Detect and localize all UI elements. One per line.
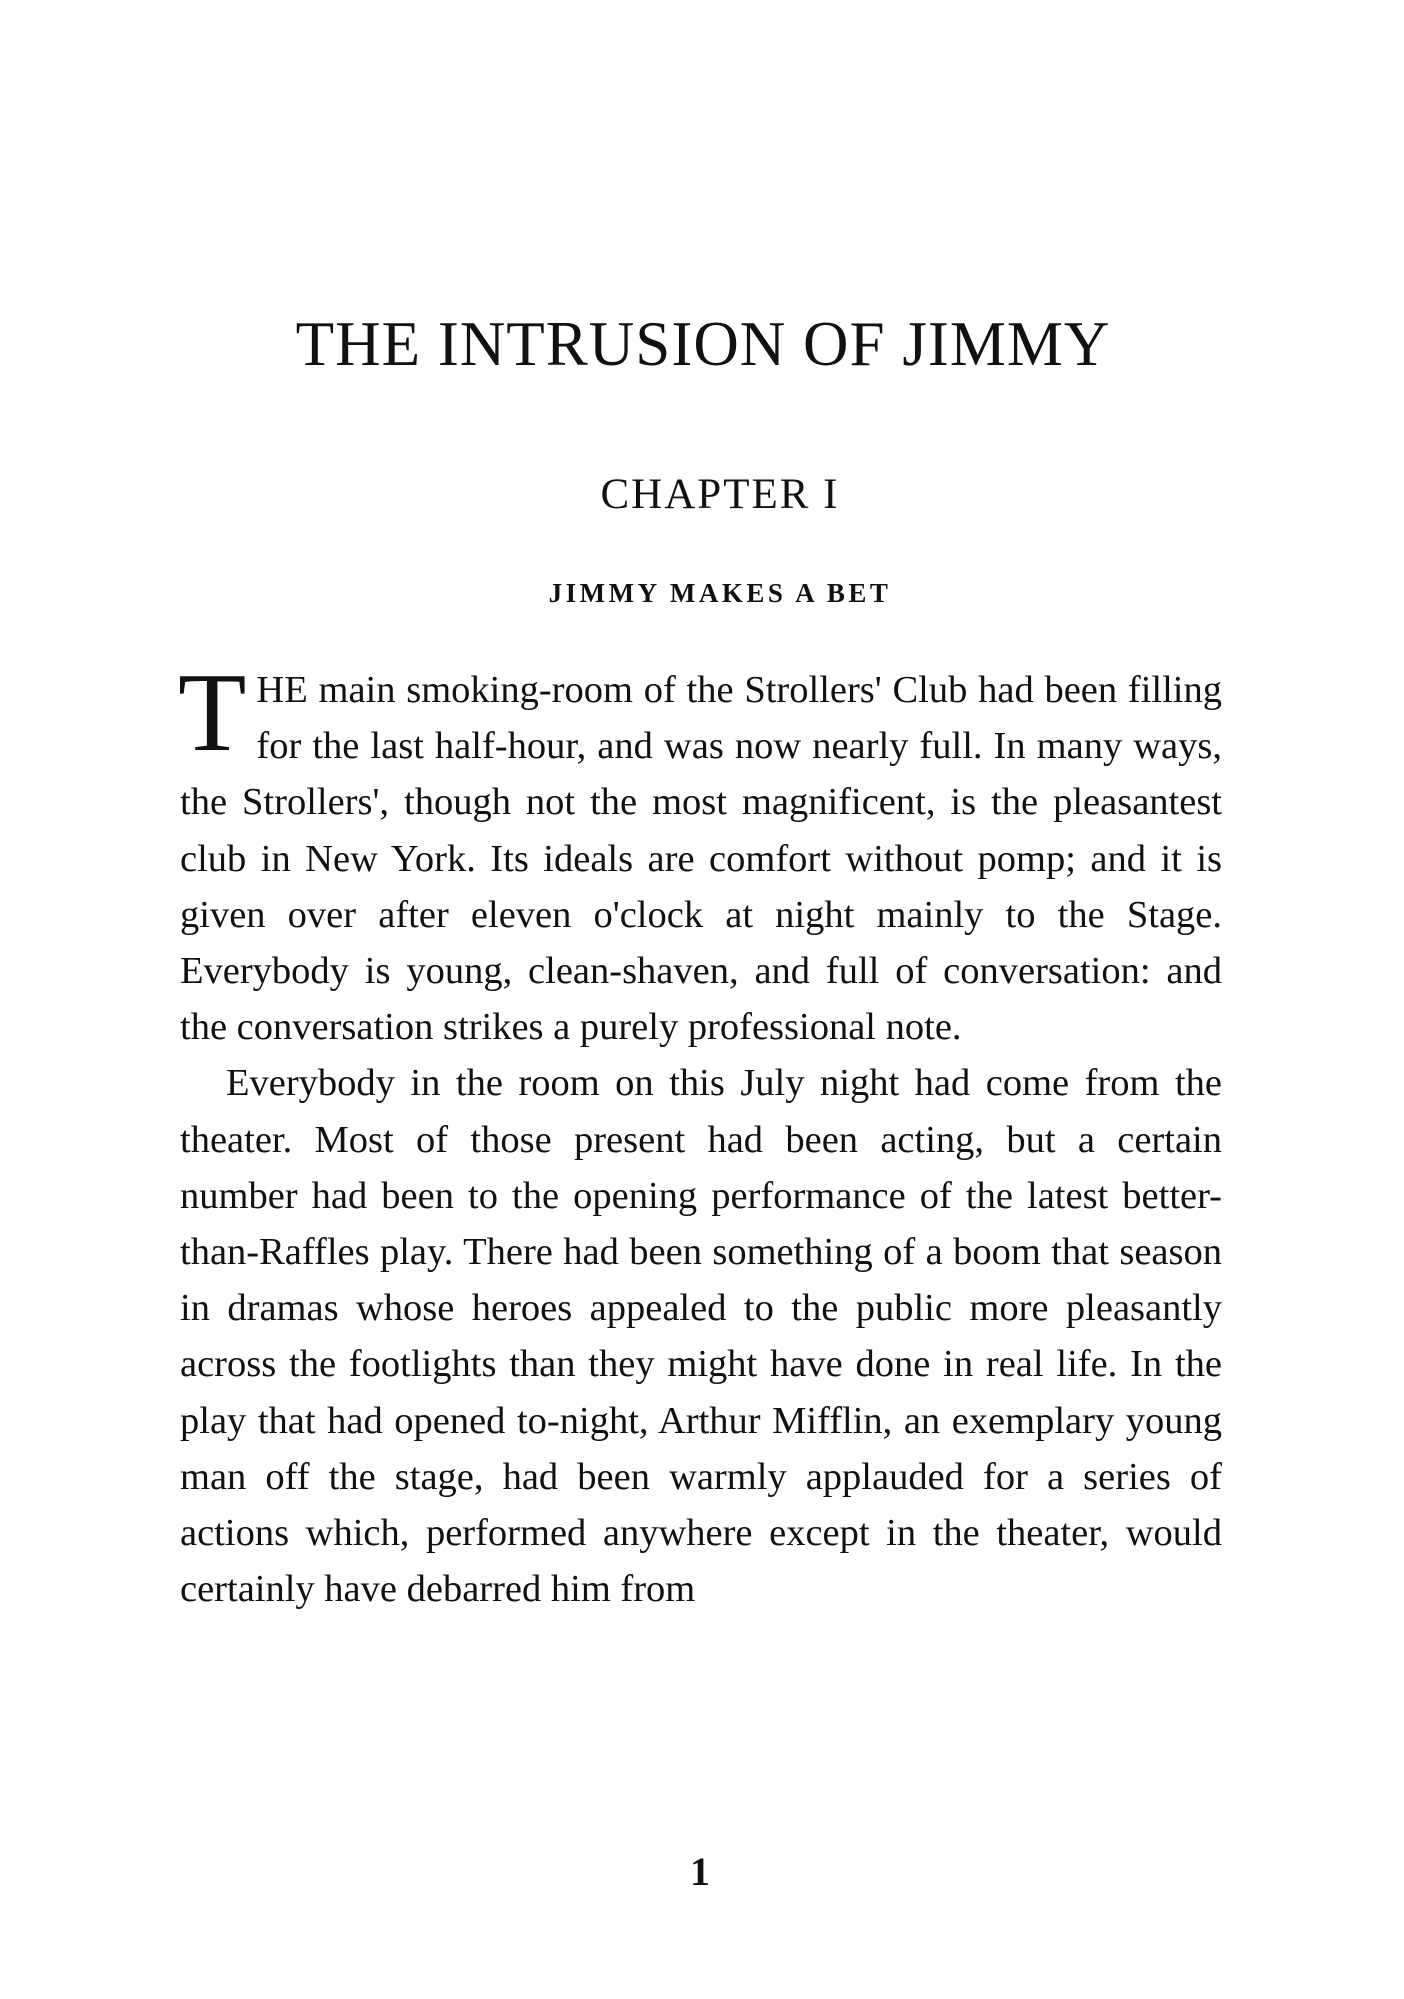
paragraph-1 [178, 651, 1222, 1055]
chapter-number: CHAPTER I [600, 471, 840, 518]
chapter-subtitle: JIMMY MAKES A BET [548, 578, 892, 608]
book-title: THE INTRUSION OF JIMMY [295, 309, 1111, 379]
drop-cap: T [178, 651, 247, 775]
paragraph-2: Everybody in the room on this July night had come from the theater. Most of those present had been acting, but a certain number had been to the opening performance of the latest better-than-Raffles play. There had been something of a boom that season in dramas whose heroes appealed to the public more pleasantly across the footlights than they might have done in real life. In the play that had opened to-night, Arthur Mifflin, an exemplary young man off the stage, had been warmly applauded for a series of actions which, performed anywhere except in the theater, would certainly have debarred him from [180, 1062, 1222, 1611]
page-number: 1 [690, 1849, 710, 1894]
paragraph-1-text: HE main smoking-room of the Strollers' Club had been filling for the last half-hour, and was now nearly full. In many ways, the Strollers', though not the most magnificent, is the pleasantest club in New York. Its ideals are comfort without pomp; and it is given over after eleven o'clock at night mainly to the Stage. Everybody is young, clean-shaven, and full of conversation: and the conversation strikes a purely professional note. [180, 669, 1222, 1049]
chapter-body [178, 651, 1222, 1617]
